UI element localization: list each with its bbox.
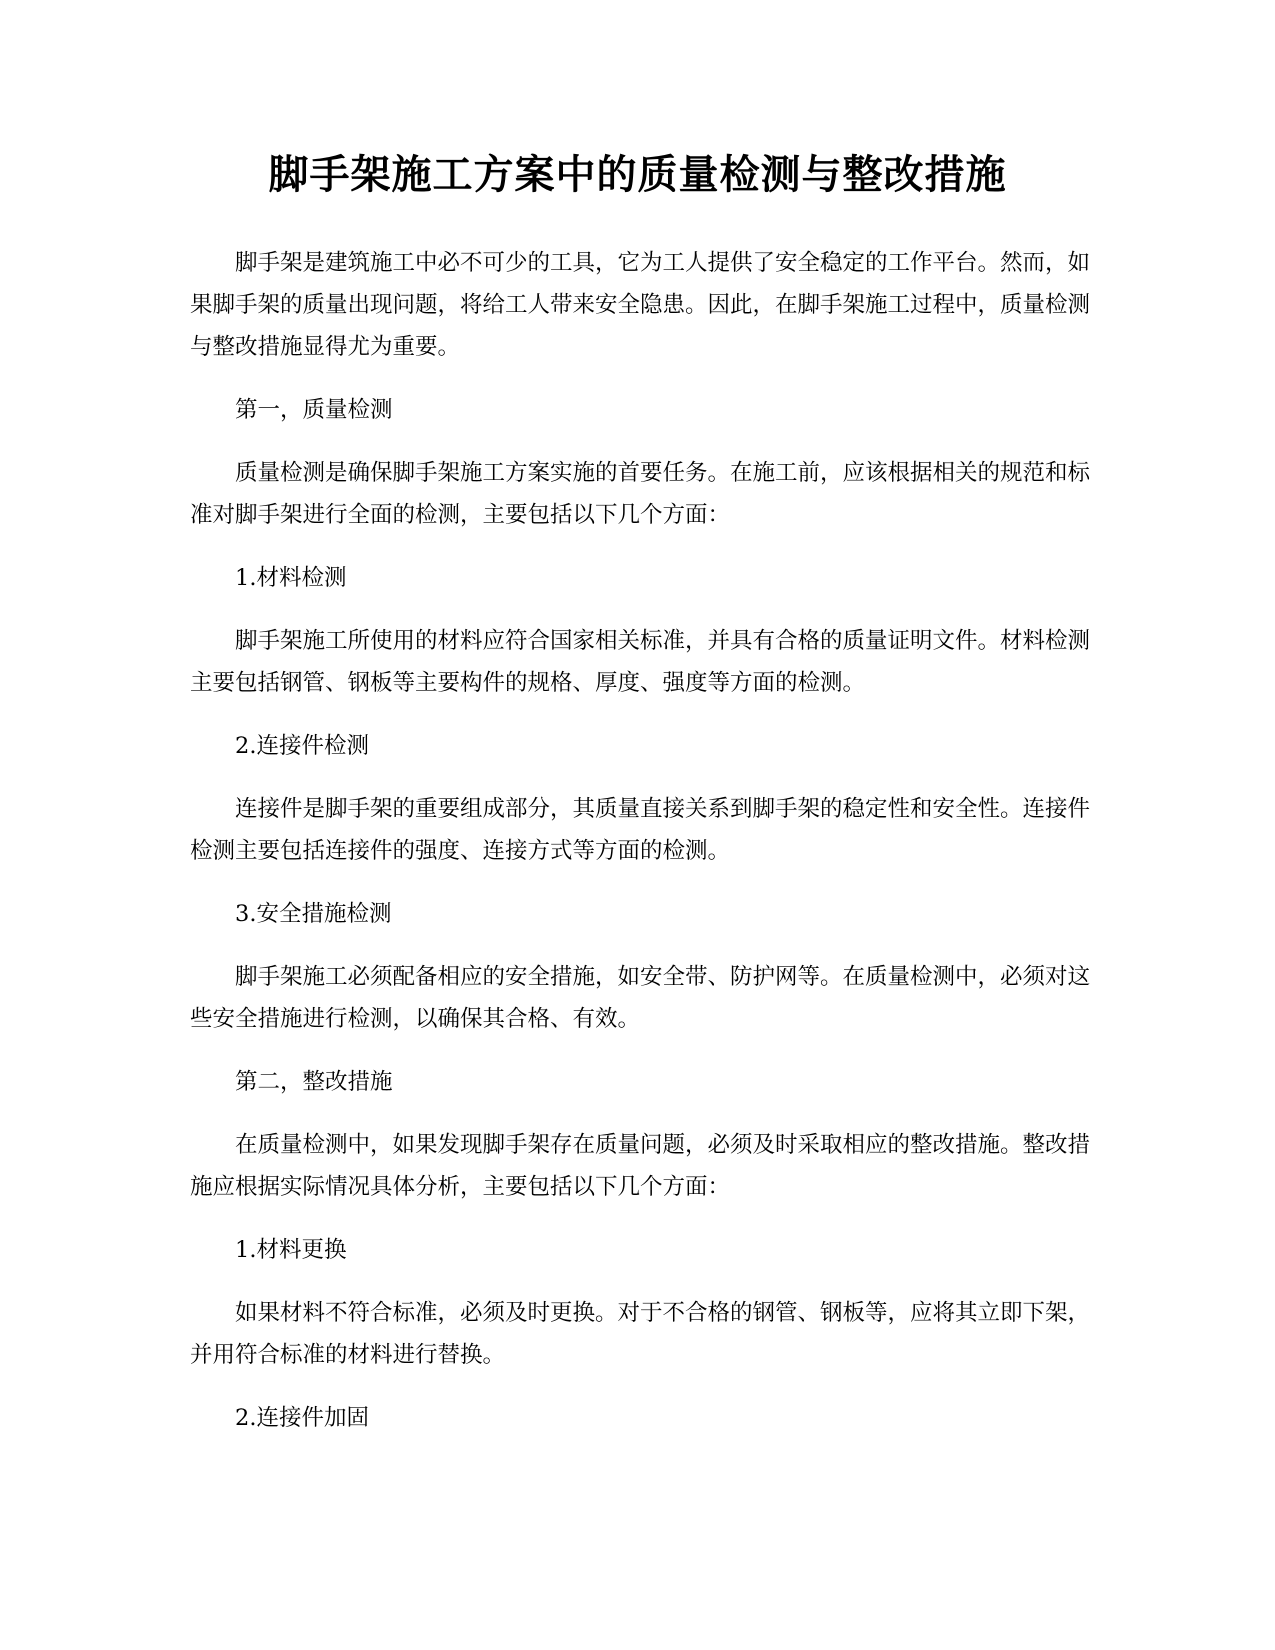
section-heading-rectification: 第二，整改措施 — [235, 1069, 393, 1095]
document-title: 脚手架施工方案中的质量检测与整改措施 — [268, 152, 1007, 198]
intro-paragraph: 脚手架是建筑施工中必不可少的工具，它为工人提供了安全稳定的工作平台。然而，如果脚手架的质量出现问题，将给工人带来安全隐患。因此，在脚手架施工过程中，质量检测与整改措施显得尤为重要。 — [190, 250, 1091, 360]
quality-inspection-paragraph: 质量检测是确保脚手架施工方案实施的首要任务。在施工前，应该根据相关的规范和标准对脚手架进行全面的检测，主要包括以下几个方面： — [190, 460, 1091, 528]
subheading-safety-inspection: 3.安全措施检测 — [235, 901, 392, 927]
connector-inspection-paragraph: 连接件是脚手架的重要组成部分，其质量直接关系到脚手架的稳定性和安全性。连接件检测主要包括连接件的强度、连接方式等方面的检测。 — [190, 796, 1091, 864]
subheading-material-replacement: 1.材料更换 — [235, 1237, 347, 1263]
subheading-connector-reinforcement: 2.连接件加固 — [235, 1405, 369, 1431]
subheading-material-inspection: 1.材料检测 — [235, 565, 347, 591]
subheading-connector-inspection: 2.连接件检测 — [235, 733, 369, 759]
safety-inspection-paragraph: 脚手架施工必须配备相应的安全措施，如安全带、防护网等。在质量检测中，必须对这些安全措施进行检测，以确保其合格、有效。 — [190, 964, 1091, 1032]
section-heading-quality-inspection: 第一，质量检测 — [235, 397, 393, 423]
rectification-paragraph: 在质量检测中，如果发现脚手架存在质量问题，必须及时采取相应的整改措施。整改措施应根据实际情况具体分析，主要包括以下几个方面： — [190, 1132, 1091, 1200]
material-replacement-paragraph: 如果材料不符合标准，必须及时更换。对于不合格的钢管、钢板等，应将其立即下架，并用符合标准的材料进行替换。 — [190, 1300, 1091, 1368]
material-inspection-paragraph: 脚手架施工所使用的材料应符合国家相关标准，并具有合格的质量证明文件。材料检测主要包括钢管、钢板等主要构件的规格、厚度、强度等方面的检测。 — [190, 628, 1091, 696]
document-body — [190, 242, 1090, 1460]
